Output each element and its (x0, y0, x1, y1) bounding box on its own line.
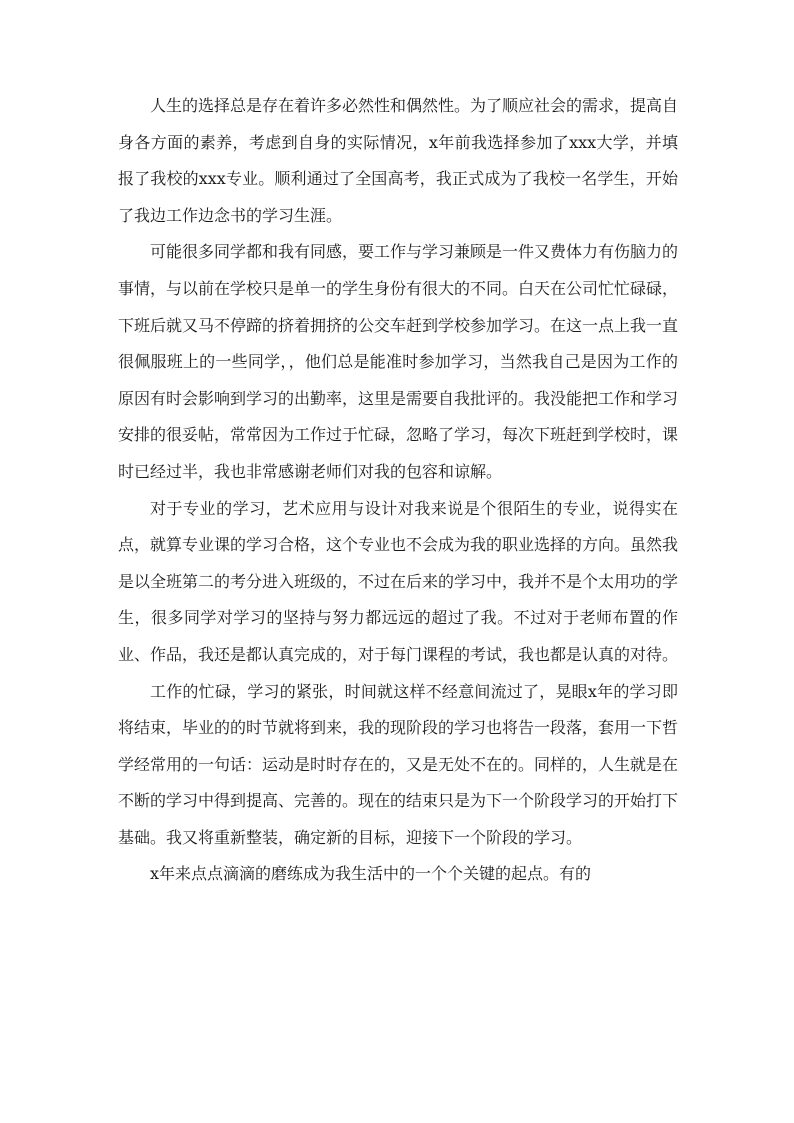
paragraph-time-passing: 工作的忙碌，学习的紧张，时间就这样不经意间流过了，晃眼x年的学习即将结束，毕业的的时节就将到来，我的现阶段的学习也将告一段落，套用一下哲学经常用的一句话：运动是时时存在的，又是无处不在的。同样的，人生就是在不断的学习中得到提高、完善的。现在的结束只是为下一个阶段学习的开始打下基础。我又将重新整装，确定新的目标，迎接下一个阶段的学习。 (118, 681, 679, 847)
document-body (118, 88, 678, 893)
paragraph-work-study-balance: 可能很多同学都和我有同感，要工作与学习兼顾是一件又费体力有伤脑力的事情，与以前在学校只是单一的学生身份有很大的不同。白天在公司忙忙碌碌，下班后就又马不停蹄的挤着拥挤的公交车赶到学校参加学习。在这一点上我一直很佩服班上的一些同学，，他们总是能准时参加学习，当然我自己是因为工作的原因有时会影响到学习的出勤率，这里是需要自我批评的。我没能把工作和学习安排的很妥帖，常常因为工作过于忙碌，忽略了学习，每次下班赶到学校时，课时已经过半，我也非常感谢老师们对我的包容和谅解。 (118, 242, 679, 481)
paragraph-major-study: 对于专业的学习，艺术应用与设计对我来说是个很陌生的专业，说得实在点，就算专业课的学习合格，这个专业也不会成为我的职业选择的方向。虽然我是以全班第二的考分进入班级的，不过在后来的学习中，我并不是个太用功的学生，很多同学对学习的坚持与努力都远远的超过了我。不过对于老师布置的作业、作品，我还是都认真完成的，对于每门课程的考试，我也都是认真的对待。 (118, 498, 679, 664)
paragraph-life-choice: 人生的选择总是存在着许多必然性和偶然性。为了顺应社会的需求，提高自身各方面的素养，考虑到自身的实际情况，x年前我选择参加了xxx大学，并填报了我校的xxx专业。顺利通过了全国高考，我正式成为了我校一名学生，开始了我边工作边念书的学习生涯。 (118, 96, 679, 225)
paragraph-years-training: x年来点点滴滴的磨练成为我生活中的一个个关键的起点。有的 (150, 864, 592, 884)
